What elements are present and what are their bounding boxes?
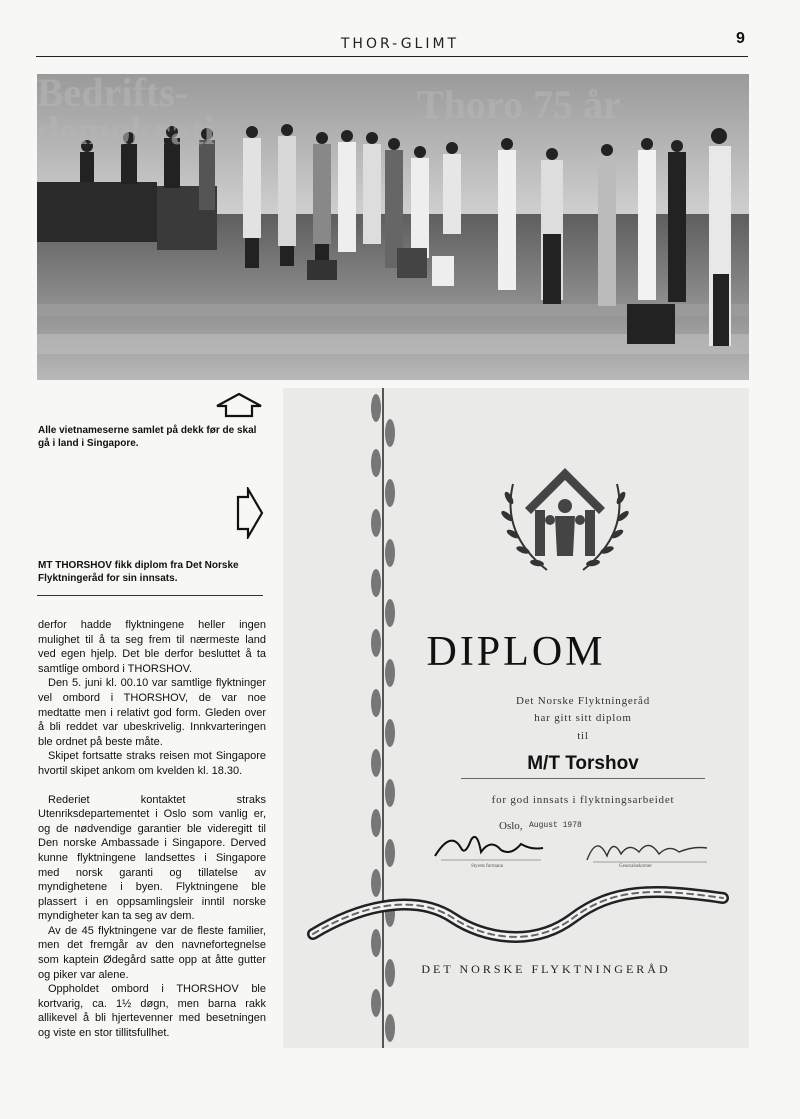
svg-text:demokrati: demokrati — [37, 108, 215, 153]
refugee-emblem-icon — [495, 464, 635, 582]
article-paragraph: Oppholdet ombord i THORSHOV ble kortvarig, ca. 1½ døgn, men barna rakk allikevel å bli hjertevenner med besetningen og viste en stor tillitsfullhet. — [38, 983, 266, 1040]
article-paragraph: Av de 45 flyktningene var de fleste familier, men det fremgår av den navnefortegnelse som kaptein Ødegård satte opp at åtte gutter og piker var alene. — [38, 924, 266, 981]
diploma-title: DIPLOM — [426, 629, 606, 675]
up-arrow-icon — [214, 392, 264, 423]
diploma-footer: DET NORSKE FLYKTNINGERÅD — [421, 962, 671, 976]
recipient-rule — [461, 778, 705, 779]
svg-text:Thoro 75 år: Thoro 75 år — [417, 82, 621, 127]
signature-right-label: Generalsekretær — [619, 864, 652, 869]
right-arrow-icon — [236, 487, 264, 544]
signature-left-label: Styrets formann — [471, 864, 504, 869]
svg-text:Bedrifts-: Bedrifts- — [37, 74, 189, 115]
diploma-line: har gitt sitt diplom — [534, 712, 632, 724]
article-paragraph: derfor hadde flyktningene heller ingen mulighet til å ta seg frem til nærmeste land ved egen hjelp. Det ble derfor besluttet å ta samtlige ombord i THORSHOV. — [38, 619, 266, 675]
diploma-line: til — [577, 730, 589, 742]
article-body — [38, 618, 266, 1041]
caption-rule — [37, 595, 263, 596]
diploma-place: Oslo, — [499, 820, 523, 832]
page-number: 9 — [736, 30, 745, 47]
photo-caption: Alle vietnameserne samlet på dekk før de skal gå i land i Singapore. — [38, 425, 257, 449]
ribbon-decoration — [303, 878, 733, 958]
diploma-line: for god innsats i flyktningsarbeidet — [491, 794, 675, 806]
refugees-on-deck-photo — [37, 74, 749, 380]
signature-left — [431, 826, 549, 866]
diploma-issuer: Det Norske Flyktningeråd — [515, 695, 651, 707]
signature-right — [583, 828, 713, 868]
running-head: THOR-GLIMT — [340, 36, 460, 52]
header-rule — [36, 56, 748, 57]
diploma-caption: MT THORSHOV fikk diplom fra Det Norske Flyktningeråd for sin innsats. — [38, 560, 239, 584]
article-paragraph: Skipet fortsatte straks reisen mot Singapore hvortil skipet ankom om kvelden kl. 18.30. — [38, 750, 266, 777]
article-paragraph: Den 5. juni kl. 00.10 var samtlige flyktninger vel ombord i THORSHOV, de var noe medtatte men i relativt god form. Gleden over å bli reddet var ubeskrivelig. Innkvarteringen ble ordnet på beste måte. — [38, 677, 266, 748]
diploma-recipient: M/T Torshov — [527, 753, 639, 774]
diploma-image — [283, 388, 749, 1048]
article-paragraph: Rederiet kontaktet straks Utenriksdepartementet i Oslo som vanlig er, og de nødvendige garantier ble videregitt til Den norske Ambassade i Singapore. Derved kunne flyktningene landsettes i Singapore med norsk garanti og tillatelse av myndighetene i byen. Flyktningene ble plassert i en oppsamlingsleir inntil norske myndigheter kan ta seg av dem. — [38, 793, 266, 923]
diploma-date: August 1978 — [529, 821, 582, 830]
